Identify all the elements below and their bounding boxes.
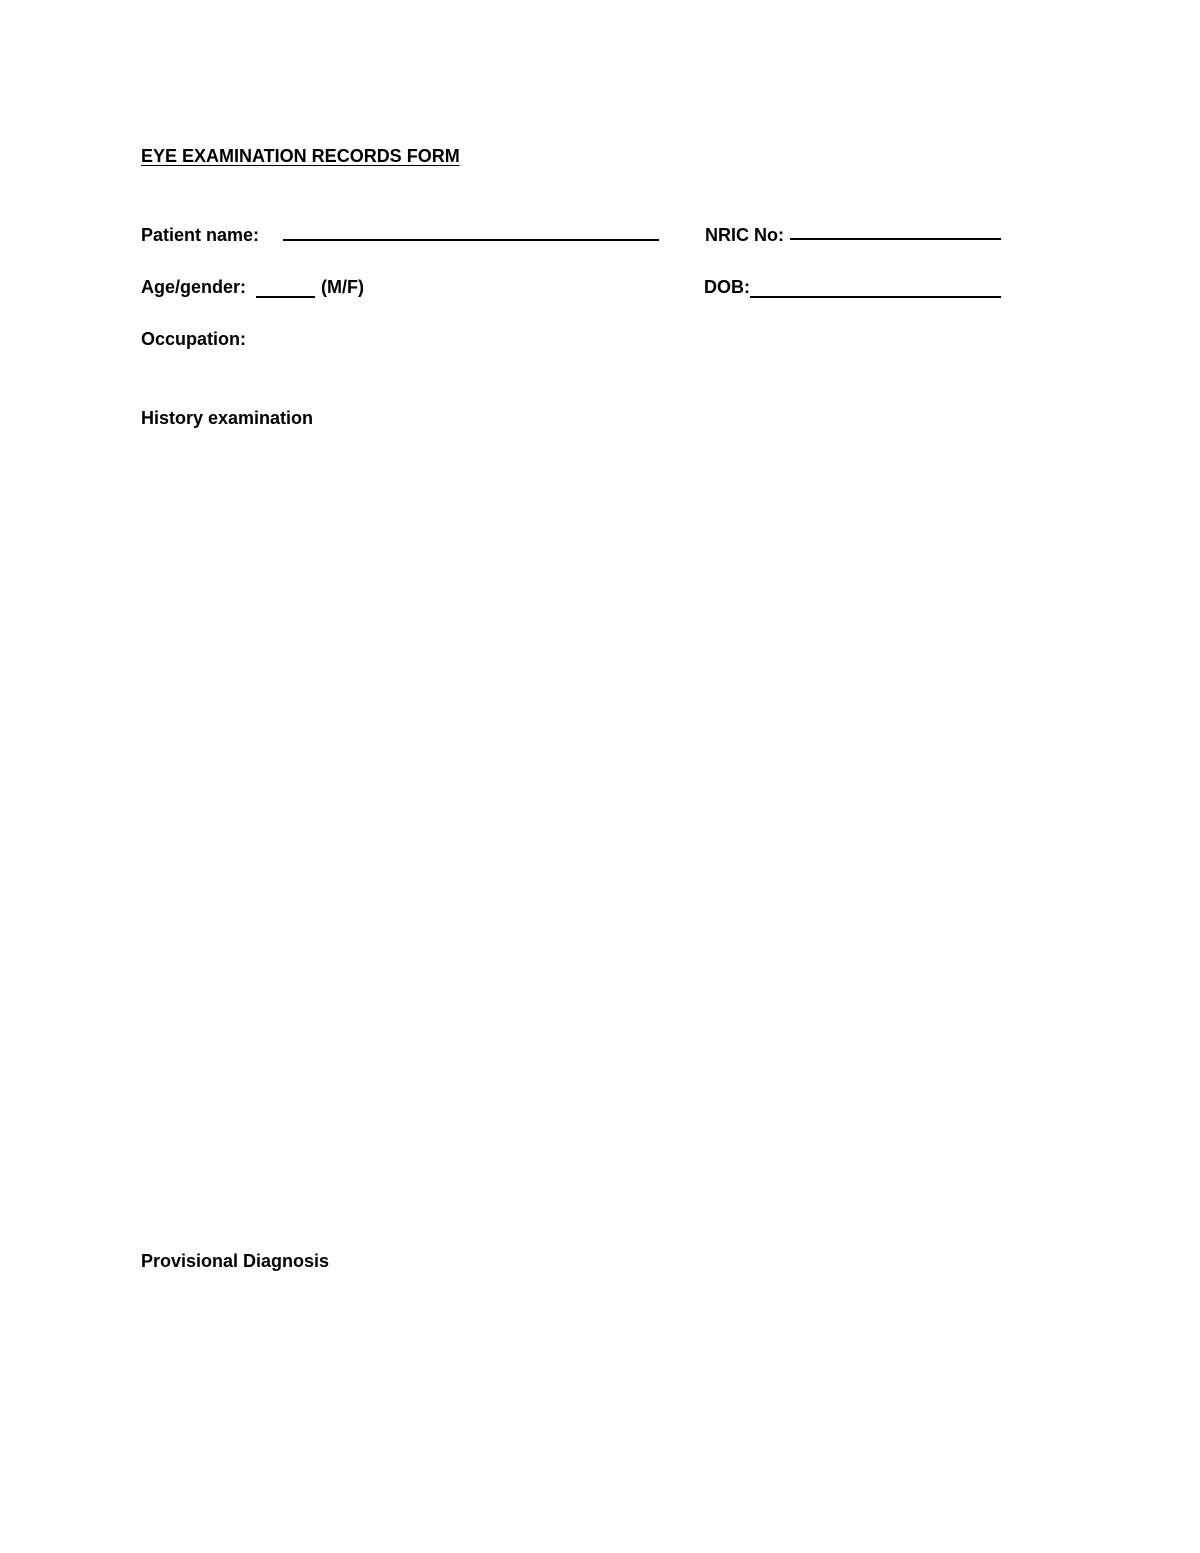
dob-field[interactable] [750, 296, 1001, 298]
age-gender-field[interactable] [256, 296, 315, 298]
patient-name-label: Patient name: [141, 225, 260, 245]
provisional-diagnosis-heading: Provisional Diagnosis [141, 1251, 330, 1271]
patient-name-field[interactable] [283, 239, 659, 241]
nric-label: NRIC No: [705, 225, 784, 245]
gender-hint: (M/F) [321, 277, 364, 297]
form-title: EYE EXAMINATION RECORDS FORM [141, 146, 460, 166]
age-gender-label: Age/gender: [141, 277, 247, 297]
dob-label: DOB: [704, 277, 750, 297]
nric-field[interactable] [790, 238, 1001, 240]
occupation-label: Occupation: [141, 329, 247, 349]
history-examination-heading: History examination [141, 408, 314, 428]
